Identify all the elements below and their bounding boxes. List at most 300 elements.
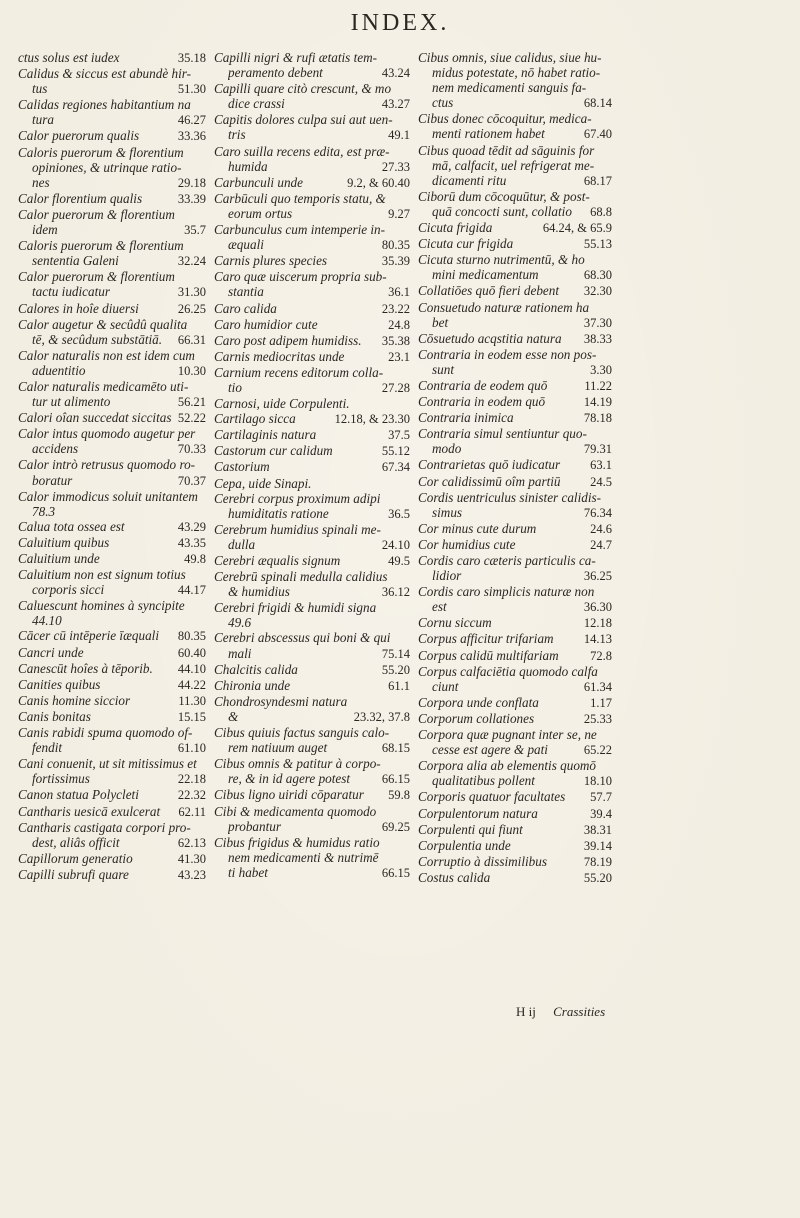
index-entry-text: dice crassi <box>228 96 285 112</box>
index-entry-line <box>214 709 410 725</box>
index-entry-text: Cibus ligno uiridi cōparatur <box>214 787 364 803</box>
index-entry-line <box>214 756 410 771</box>
index-entry-line <box>214 175 410 191</box>
index-entry-text: ciunt <box>432 678 459 694</box>
index-entry-line <box>418 50 612 65</box>
index-entry <box>18 191 206 207</box>
index-entry-reference: 62.13 <box>177 835 206 850</box>
index-entry-text: Ciborū dum cōcoquūtur, & post- <box>418 188 590 204</box>
index-entry <box>214 522 410 553</box>
index-entry-line <box>214 411 410 427</box>
index-entry-line <box>18 207 206 222</box>
index-entry-text: Castorium <box>214 459 270 475</box>
index-entry-text: Calidas regiones habitantium na <box>18 97 191 113</box>
index-entry-line <box>214 112 410 127</box>
index-entry-reference: 55.12 <box>381 444 410 459</box>
index-entry-text: 49.6 <box>228 615 252 631</box>
index-entry-text: nem medicamenti & nutrimē <box>228 849 379 865</box>
index-entry-text: Calores in hoîe diuersi <box>18 300 139 316</box>
index-entry-line <box>214 569 410 584</box>
index-entry-line <box>214 537 410 553</box>
index-entry-reference: 43.24 <box>381 66 410 81</box>
index-entry <box>18 693 206 709</box>
index-entry-line <box>18 128 206 144</box>
index-entry-reference: 43.23 <box>177 867 206 882</box>
index-entry-text: Costus calida <box>418 869 491 885</box>
index-entry-text: Cibi & medicamenta quomodo <box>214 803 377 819</box>
index-entry-reference: 23.1 <box>388 349 410 364</box>
index-entry-text: Cerebrum humidius spinali me- <box>214 521 381 537</box>
index-entry-line <box>418 568 612 584</box>
index-entry-text: Capillorum generatio <box>18 850 133 866</box>
index-entry <box>418 457 612 473</box>
index-entry-text: & humidius <box>228 584 290 600</box>
index-entry <box>18 851 206 867</box>
index-entry <box>418 838 612 854</box>
index-entry-text: ctus solus est iudex <box>18 50 120 65</box>
index-entry-line <box>18 175 206 191</box>
index-entry-reference: 66.15 <box>381 772 410 787</box>
index-entry-text: Canon statua Polycleti <box>18 787 139 803</box>
index-entry-text: Calua tota ossea est <box>18 518 125 534</box>
index-entry-reference: 27.28 <box>381 380 410 395</box>
index-entry-line <box>18 582 206 598</box>
index-entry-line <box>18 66 206 81</box>
index-entry-reference: 14.19 <box>583 395 612 410</box>
index-entry <box>18 551 206 567</box>
index-entry-line <box>418 679 612 695</box>
index-entry <box>214 756 410 787</box>
index-entry-text: Cācer cū intēperie īæquali <box>18 628 160 644</box>
index-entry <box>18 457 206 488</box>
index-entry-reference: 56.21 <box>177 395 206 410</box>
index-entry-text: Caro post adipem humidiss. <box>214 332 362 348</box>
index-entry-text: Calori oîan succedat siccitas <box>18 410 172 426</box>
index-entry-text: Corporum collationes <box>418 710 535 726</box>
index-entry-text: bet <box>432 314 449 330</box>
index-entry-text: Chondrosyndesmi natura <box>214 693 348 709</box>
index-column-1 <box>18 50 206 883</box>
index-entry-text: ctus <box>432 95 454 111</box>
index-entry <box>18 709 206 725</box>
index-entry-text: 44.10 <box>32 613 62 629</box>
index-entry <box>214 396 410 411</box>
index-entry-line <box>18 867 206 883</box>
index-entry <box>18 645 206 661</box>
index-entry-line <box>418 347 612 362</box>
index-entry-line <box>214 553 410 569</box>
index-entry-text: Cordis uentriculus sinister calidis- <box>418 489 602 505</box>
index-entry-reference: 3.30 <box>590 362 612 377</box>
index-entry <box>418 236 612 252</box>
index-entry-line <box>418 158 612 173</box>
index-entry-text: opiniones, & utrinque ratio- <box>32 159 182 175</box>
index-entry-reference: 65.22 <box>583 743 612 758</box>
index-entry-text: Carbunculus cum intemperie in- <box>214 222 386 238</box>
index-entry <box>214 191 410 222</box>
index-entry-line <box>214 771 410 787</box>
index-entry-line <box>418 870 612 886</box>
index-entry-line <box>418 822 612 838</box>
index-entry-text: Capilli nigri & rufi ætatis tem- <box>214 50 378 65</box>
index-entry-reference: 24.7 <box>590 537 612 552</box>
index-entry-reference: 68.17 <box>583 173 612 188</box>
index-entry-line <box>214 65 410 81</box>
page-footer <box>516 1004 616 1020</box>
index-entry-text: Castorum cur calidum <box>214 443 333 459</box>
index-entry <box>214 301 410 317</box>
index-entry <box>18 804 206 820</box>
index-entry-line <box>418 838 612 854</box>
index-entry-line <box>18 756 206 771</box>
index-entry-line <box>18 489 206 504</box>
index-entry-line <box>418 615 612 631</box>
index-entry <box>214 269 410 300</box>
index-entry-line <box>18 693 206 709</box>
index-entry-reference: 67.34 <box>381 460 410 475</box>
index-entry-text: Contraria inimica <box>418 410 514 426</box>
index-entry <box>18 145 206 191</box>
index-entry-text: Consuetudo naturæ rationem ha <box>418 299 590 315</box>
index-entry-line <box>214 459 410 475</box>
index-entry <box>214 804 410 835</box>
index-entry <box>418 631 612 647</box>
index-entry-line <box>214 81 410 96</box>
index-entry-line <box>214 476 410 491</box>
index-entry-line <box>214 96 410 112</box>
index-entry-reference: 61.10 <box>177 741 206 756</box>
index-entry <box>418 521 612 537</box>
index-entry-line <box>214 850 410 865</box>
index-entry-text: Cicuta cur frigida <box>418 236 514 252</box>
index-entry-reference: 29.18 <box>177 175 206 190</box>
index-entry-text: Cerebri frigidi & humidi signa <box>214 600 377 616</box>
index-entry-text: Capilli subrufi quare <box>18 866 129 882</box>
index-entry-line <box>214 253 410 269</box>
index-entry <box>18 628 206 644</box>
index-entry-text: Cor minus cute durum <box>418 520 537 536</box>
index-entry-text: Corpora unde conflata <box>418 694 539 710</box>
index-entry-text: Corruptio à dissimilibus <box>418 853 547 869</box>
index-entry-reference: 24.6 <box>590 521 612 536</box>
index-entry-line <box>418 854 612 870</box>
index-entry-line <box>214 819 410 835</box>
index-entry-line <box>418 490 612 505</box>
index-entry-reference: 36.5 <box>388 506 410 521</box>
index-entry-reference: 33.39 <box>177 191 206 206</box>
index-entry-reference: 66.15 <box>381 865 410 880</box>
index-entry-line <box>418 173 612 189</box>
index-entry-reference: 75.14 <box>381 646 410 661</box>
index-entry-text: sunt <box>432 361 454 377</box>
index-entry-line <box>418 599 612 615</box>
index-entry-reference: 18.10 <box>583 774 612 789</box>
index-entry-line <box>418 521 612 537</box>
index-entry-text: dulla <box>228 536 256 552</box>
index-entry-text: Cibus frigidus & humidus ratio <box>214 834 380 850</box>
index-entry <box>214 553 410 569</box>
index-entry-text: Caro suilla recens edita, est præ- <box>214 143 390 159</box>
index-entry-text: mini medicamentum <box>432 267 539 283</box>
index-entry-line <box>418 65 612 80</box>
index-entry-line <box>18 348 206 363</box>
index-entry-text: rem natiuum auget <box>228 740 328 756</box>
index-entry <box>418 252 612 283</box>
index-entry-text: dicamenti ritu <box>432 172 507 188</box>
index-entry-text: simus <box>432 504 463 520</box>
index-entry-text: Cancri unde <box>18 644 84 660</box>
index-entry-reference: 36.30 <box>583 600 612 615</box>
index-entry-text: Calidus & siccus est abundè hir- <box>18 66 191 82</box>
index-entry <box>214 365 410 396</box>
index-entry <box>214 600 410 630</box>
index-entry <box>18 301 206 317</box>
index-entry-line <box>18 661 206 677</box>
index-entry-line <box>18 81 206 97</box>
index-entry-reference: 55.13 <box>583 237 612 252</box>
index-entry-text: midus potestate, nō habet ratio- <box>432 65 601 81</box>
index-entry-text: Contraria de eodem quō <box>418 377 548 393</box>
index-entry <box>214 81 410 112</box>
index-entry-reference: 44.10 <box>177 661 206 676</box>
index-entry <box>18 867 206 883</box>
index-entry-line <box>18 363 206 379</box>
index-entry-reference: 80.35 <box>381 238 410 253</box>
index-entry-line <box>214 427 410 443</box>
index-entry-text: Caro humidior cute <box>214 316 318 332</box>
index-entry-line <box>418 664 612 679</box>
index-entry-text: Caluescunt homines à syncipite <box>18 598 185 614</box>
index-entry-line <box>18 519 206 535</box>
index-entry-line <box>418 111 612 126</box>
index-entry-reference: 64.24, & 65.9 <box>542 221 612 236</box>
index-entry-text: Cibus donec cōcoquitur, medica- <box>418 111 592 127</box>
index-entry-text: Caro quæ uiscerum propria sub- <box>214 269 387 285</box>
index-entry <box>214 630 410 661</box>
index-entry-text: ti habet <box>228 864 268 880</box>
index-entry-line <box>18 771 206 787</box>
index-entry-text: mā, calfacit, uel refrigerat me- <box>432 157 595 173</box>
index-entry-line <box>214 615 410 630</box>
index-entry-line <box>214 50 410 65</box>
index-entry-line <box>18 317 206 332</box>
index-entry-reference: 14.13 <box>583 632 612 647</box>
index-entry <box>418 490 612 521</box>
index-entry-line <box>418 300 612 315</box>
index-entry <box>18 317 206 348</box>
index-entry-reference: 55.20 <box>583 870 612 885</box>
index-entry <box>18 567 206 598</box>
index-entry-text: humida <box>228 158 268 174</box>
index-entry-line <box>214 269 410 284</box>
index-entry-line <box>418 806 612 822</box>
index-entry-text: fortissimus <box>32 771 90 787</box>
index-entry-reference: 12.18 <box>583 616 612 631</box>
index-entry-text: Cor humidius cute <box>418 536 516 552</box>
index-entry-text: dest, aliâs officit <box>32 834 120 850</box>
index-entry-text: Corpulentorum natura <box>418 805 538 821</box>
index-entry-text: est <box>432 599 447 615</box>
index-entry <box>18 598 206 628</box>
index-entry <box>214 476 410 491</box>
index-entry-reference: 78.19 <box>583 854 612 869</box>
index-entry-reference: 27.33 <box>381 159 410 174</box>
index-entry-line <box>418 315 612 331</box>
index-entry-reference: 59.8 <box>388 788 410 803</box>
index-entry <box>18 677 206 693</box>
index-entry-reference: 80.35 <box>177 629 206 644</box>
index-entry <box>214 569 410 600</box>
index-entry-text: qualitatibus pollent <box>432 773 535 789</box>
index-entry <box>214 662 410 678</box>
index-entry-reference: 39.4 <box>590 806 612 821</box>
index-entry-reference: 76.34 <box>583 505 612 520</box>
index-entry-text: Cepa, uide Sinapi. <box>214 475 312 491</box>
index-entry-line <box>418 505 612 521</box>
index-entry <box>18 269 206 300</box>
index-entry <box>18 66 206 97</box>
index-entry <box>214 835 410 881</box>
index-entry-reference: 67.40 <box>583 127 612 142</box>
index-entry-text: Carbunculi unde <box>214 174 304 190</box>
index-entry-reference: 1.17 <box>590 695 612 710</box>
index-entry-line <box>418 695 612 711</box>
index-entry-text: Carnium recens editorum colla- <box>214 364 384 380</box>
index-entry-line <box>418 143 612 158</box>
index-entry-text: Capitis dolores culpa sui aut uen- <box>214 112 393 128</box>
index-entry-line <box>18 50 206 66</box>
index-entry-text: Cani conuenit, ut sit mitissimus et <box>18 756 197 772</box>
index-entry-reference: 24.5 <box>590 474 612 489</box>
index-entry-reference: 11.22 <box>584 378 612 393</box>
index-entry-text: menti rationem habet <box>432 126 545 142</box>
index-entry-text: Cornu siccum <box>418 615 492 631</box>
index-entry-line <box>18 253 206 269</box>
index-entry-line <box>418 252 612 267</box>
index-entry-line <box>418 584 612 599</box>
index-entry-text: Cicuta sturno nutrimentū, & ho <box>418 252 585 268</box>
index-entry-line <box>18 535 206 551</box>
index-entry-text: Calor florentium qualis <box>18 190 143 206</box>
index-entry <box>214 491 410 522</box>
index-entry-text: Cibus quiuis factus sanguis calo- <box>214 725 390 741</box>
index-entry-line <box>214 237 410 253</box>
index-entry-reference: 68.8 <box>590 204 612 219</box>
index-entry-line <box>418 267 612 283</box>
index-entry-line <box>418 204 612 220</box>
index-entry-text: Canis bonitas <box>18 708 91 724</box>
index-entry-text: Calor augetur & secûdû qualita <box>18 316 188 332</box>
index-entry-reference: 63.1 <box>590 458 612 473</box>
index-entry <box>214 317 410 333</box>
index-entry-text: Contraria in eodem esse non pos- <box>418 346 597 362</box>
index-entry <box>418 789 612 805</box>
index-entry <box>214 175 410 191</box>
index-entry-reference: 25.33 <box>583 711 612 726</box>
index-entry-line <box>214 144 410 159</box>
index-entry-reference: 11.30 <box>178 693 206 708</box>
index-entry-text: Contraria in eodem quō <box>418 394 546 410</box>
index-entry-line <box>18 191 206 207</box>
index-entry <box>214 349 410 365</box>
index-entry-reference: 62.11 <box>178 804 206 819</box>
index-entry-reference: 24.8 <box>388 317 410 332</box>
index-entry-line <box>418 410 612 426</box>
index-entry-reference: 68.14 <box>583 96 612 111</box>
index-entry-reference: 9.2, & 60.40 <box>347 175 410 190</box>
index-entry-line <box>18 835 206 851</box>
index-entry-text: tus <box>32 81 48 97</box>
index-entry-text: Carnis plures species <box>214 253 328 269</box>
index-entry-text: accidens <box>32 441 79 457</box>
index-entry-text: Cerebri æqualis signum <box>214 553 341 568</box>
index-entry-line <box>18 441 206 457</box>
index-entry-text: tura <box>32 112 54 128</box>
catchword: Crassities <box>553 1004 606 1019</box>
index-entry-line <box>18 851 206 867</box>
index-entry-line <box>18 145 206 160</box>
index-entry <box>18 661 206 677</box>
index-entry-line <box>214 396 410 411</box>
index-entry-line <box>214 222 410 237</box>
index-entry-reference: 72.8 <box>590 648 612 663</box>
index-entry-line <box>18 804 206 820</box>
index-entry <box>418 143 612 189</box>
index-entry-text: Caluitium quibus <box>18 534 110 550</box>
index-entry-text: Cibus omnis, siue calidus, siue hu- <box>418 50 602 65</box>
index-entry <box>18 207 206 238</box>
index-entry-text: Carnosi, uide Corpulenti. <box>214 396 350 412</box>
index-entry-line <box>418 441 612 457</box>
index-entry-line <box>214 678 410 694</box>
index-entry-line <box>418 553 612 568</box>
index-entry-line <box>214 725 410 740</box>
index-entry <box>18 426 206 457</box>
index-entry-line <box>214 787 410 803</box>
index-entry-line <box>418 126 612 142</box>
index-entry-text: fendit <box>32 740 63 756</box>
index-entry-text: Cantharis castigata corpori pro- <box>18 819 191 835</box>
index-entry-text: Canis rabidi spuma quomodo of- <box>18 725 193 741</box>
index-entry <box>418 584 612 615</box>
index-entry-text: Capilli quare citò crescunt, & mo <box>214 81 392 97</box>
index-entry-reference: 37.30 <box>583 315 612 330</box>
index-entry-reference: 55.20 <box>381 662 410 677</box>
signature-mark: H ij <box>516 1004 536 1019</box>
page-title: INDEX. <box>350 10 450 36</box>
index-entry <box>418 331 612 347</box>
index-entry-line <box>18 457 206 472</box>
index-entry-text: probantur <box>228 818 282 834</box>
index-entry-text: Corpulentia unde <box>418 837 511 853</box>
index-entry-line <box>418 189 612 204</box>
index-entry <box>18 348 206 379</box>
index-entry-text: Caloris puerorum & florentium <box>18 144 184 160</box>
index-entry-reference: 36.1 <box>388 285 410 300</box>
index-entry-line <box>418 773 612 789</box>
index-entry-reference: 33.36 <box>177 129 206 144</box>
index-column-2 <box>214 50 410 881</box>
index-entry-line <box>18 160 206 175</box>
index-entry-text: nem medicamenti sanguis fa- <box>432 80 587 96</box>
index-entry-reference: 35.7 <box>184 223 206 238</box>
index-entry-reference: 70.33 <box>177 442 206 457</box>
index-entry-line <box>214 380 410 396</box>
index-entry-line <box>18 301 206 317</box>
index-entry-text: Calor naturalis non est idem cum <box>18 347 195 363</box>
index-entry-text: Cibus quoad tēdit ad sāguinis for <box>418 142 595 158</box>
index-entry-line <box>18 787 206 803</box>
